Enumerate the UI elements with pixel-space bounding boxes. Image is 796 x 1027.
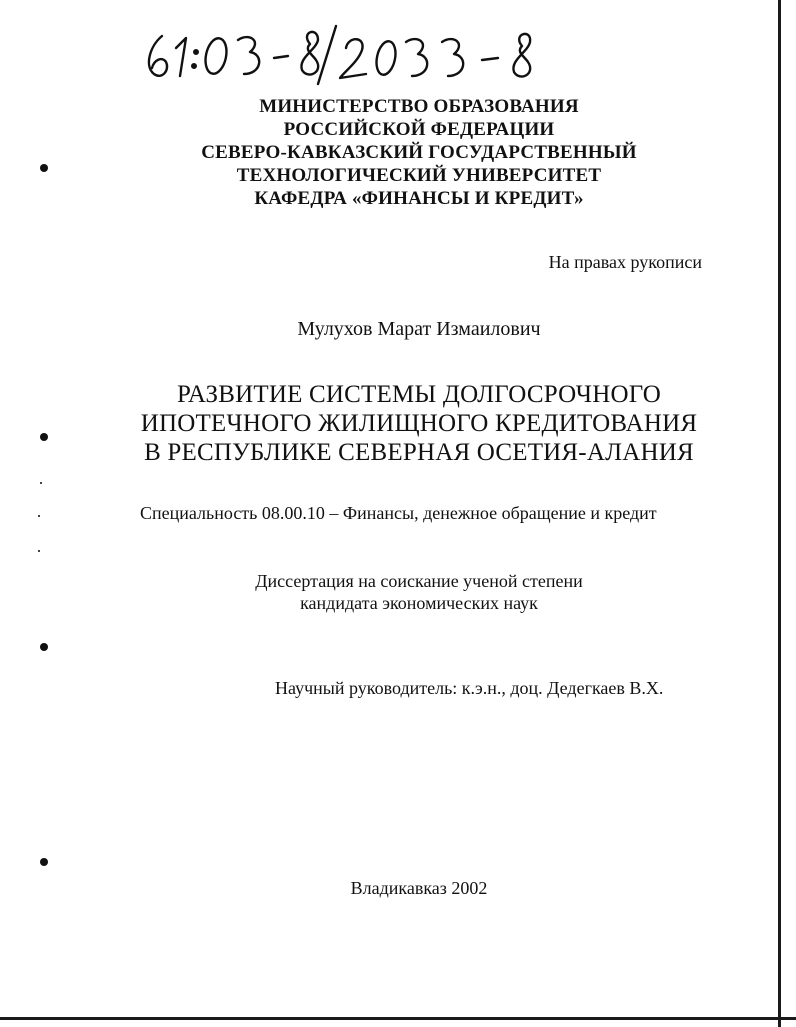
header-line: МИНИСТЕРСТВО ОБРАЗОВАНИЯ [259, 96, 579, 117]
header-line: СЕВЕРО-КАВКАЗСКИЙ ГОСУДАРСТВЕННЫЙ [201, 142, 637, 163]
title-line: В РЕСПУБЛИКЕ СЕВЕРНАЯ ОСЕТИЯ-АЛАНИЯ [144, 439, 694, 466]
handwritten-catalog-number-image [140, 18, 560, 88]
scan-speck [38, 550, 40, 552]
binding-hole-mark [40, 643, 48, 651]
specialty-line: Специальность 08.00.10 – Финансы, денежное обращение и кредит [140, 503, 657, 523]
handwritten-catalog-number [140, 18, 560, 88]
page-border-bottom [0, 1017, 796, 1020]
degree-line: Диссертация на соискание ученой степени [255, 571, 583, 591]
scan-speck [38, 515, 40, 517]
scientific-supervisor: Научный руководитель: к.э.н., доц. Дедегкаев В.Х. [275, 678, 664, 698]
degree-line: кандидата экономических наук [300, 593, 538, 613]
institution-header [0, 95, 796, 210]
header-line: КАФЕДРА «ФИНАНСЫ И КРЕДИТ» [254, 188, 584, 209]
scan-speck [40, 482, 42, 484]
degree-statement [0, 570, 796, 614]
author-name: Мулухов Марат Измаилович [297, 318, 541, 340]
city-and-year: Владикавказ 2002 [350, 878, 488, 898]
dissertation-title [0, 380, 796, 467]
manuscript-rights-note: На правах рукописи [548, 252, 702, 272]
title-line: ИПОТЕЧНОГО ЖИЛИЩНОГО КРЕДИТОВАНИЯ [140, 410, 698, 437]
title-line: РАЗВИТИЕ СИСТЕМЫ ДОЛГОСРОЧНОГО [176, 381, 662, 408]
header-line: ТЕХНОЛОГИЧЕСКИЙ УНИВЕРСИТЕТ [236, 165, 602, 186]
header-line: РОССИЙСКОЙ ФЕДЕРАЦИИ [283, 119, 555, 140]
binding-hole-mark [40, 858, 48, 866]
